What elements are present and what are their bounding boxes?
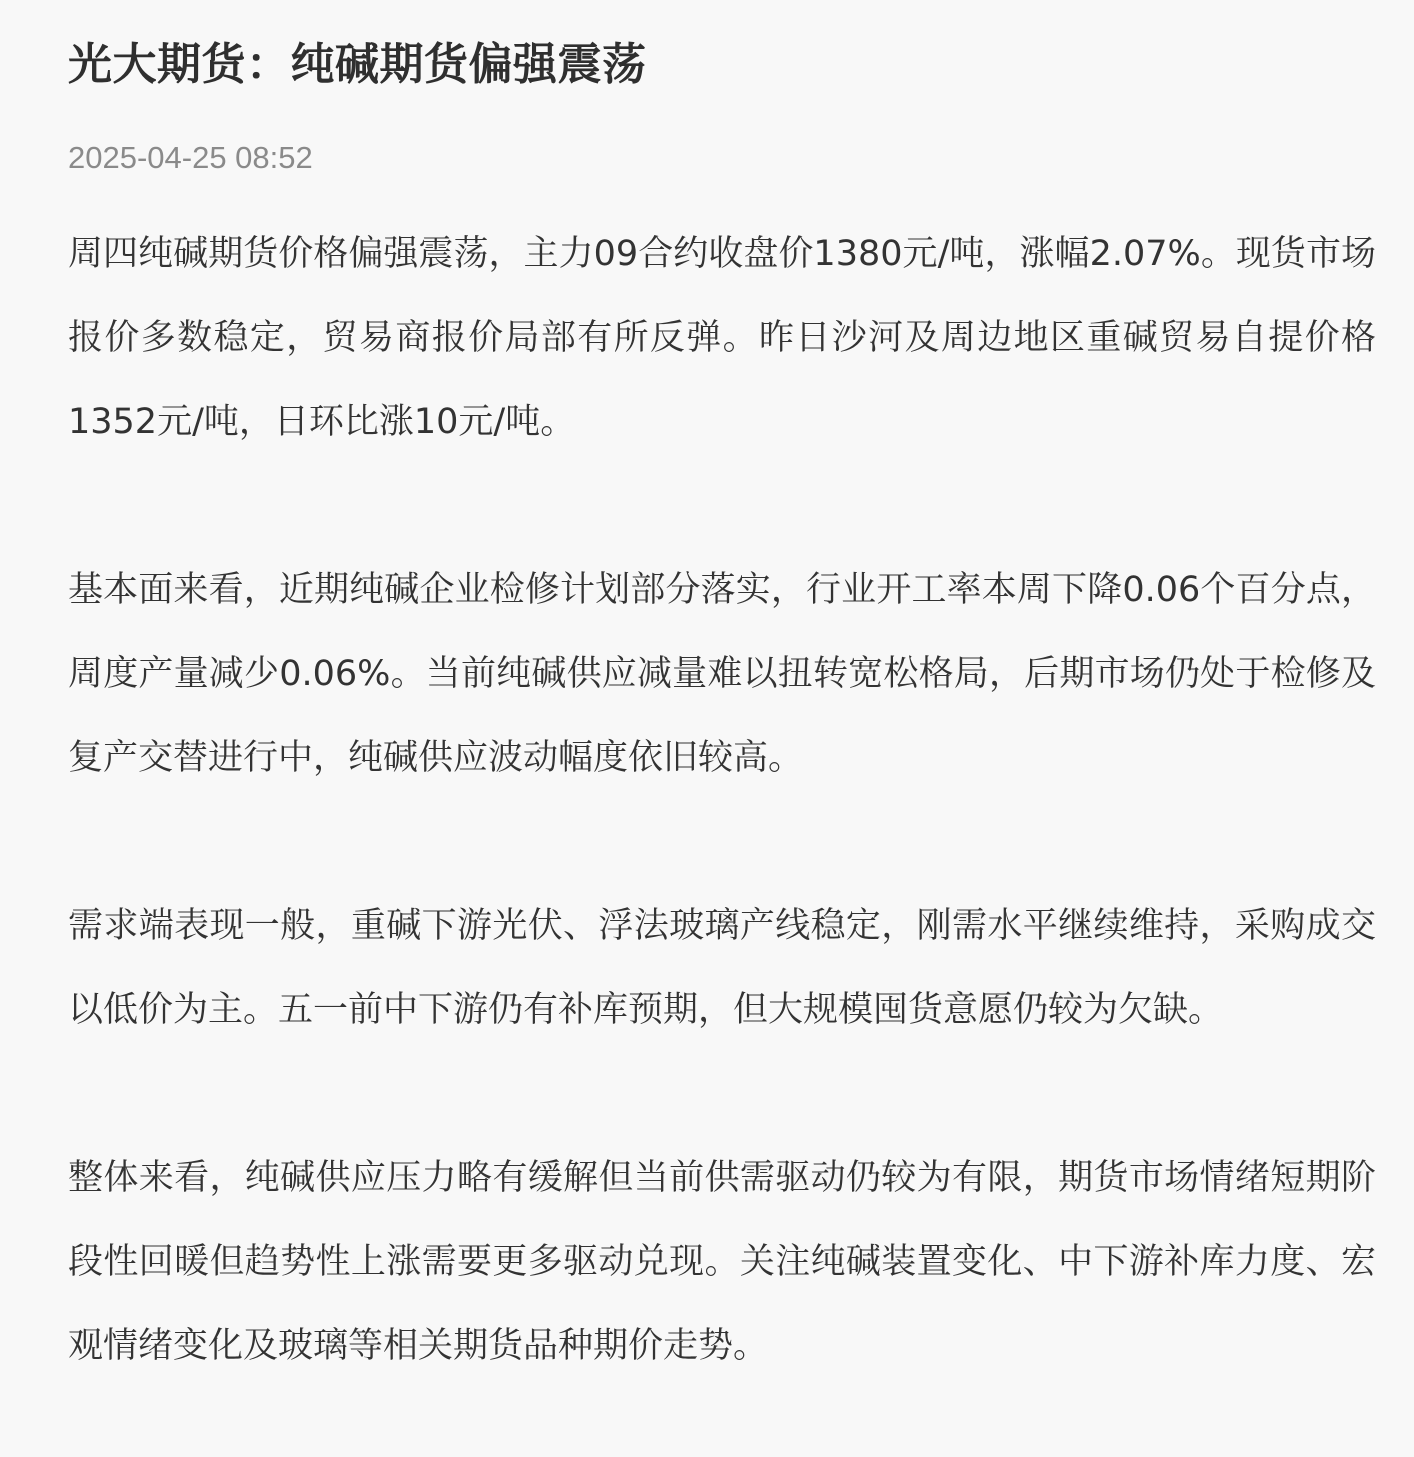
article-paragraph-2: 基本面来看，近期纯碱企业检修计划部分落实，行业开工率本周下降0.06个百分点，周度产量减少0.06%。当前纯碱供应减量难以扭转宽松格局，后期市场仍处于检修及复产交替进行中，纯碱供应波动幅度依旧较高。	[68, 570, 1376, 778]
article-paragraph-1: 周四纯碱期货价格偏强震荡，主力09合约收盘价1380元/吨，涨幅2.07%。现货市场报价多数稳定，贸易商报价局部有所反弹。昨日沙河及周边地区重碱贸易自提价格1352元/吨，日环比涨10元/吨。	[68, 234, 1376, 442]
article-title: 光大期货：纯碱期货偏强震荡	[68, 39, 647, 90]
article-paragraph-3: 需求端表现一般，重碱下游光伏、浮法玻璃产线稳定，刚需水平继续维持，采购成交以低价为主。五一前中下游仍有补库预期，但大规模囤货意愿仍较为欠缺。	[68, 906, 1376, 1030]
article-paragraph-4: 整体来看，纯碱供应压力略有缓解但当前供需驱动仍较为有限，期货市场情绪短期阶段性回暖但趋势性上涨需要更多驱动兑现。关注纯碱装置变化、中下游补库力度、宏观情绪变化及玻璃等相关期货品种期价走势。	[68, 1158, 1376, 1366]
publish-date: 2025-04-25 08:52	[68, 140, 313, 175]
